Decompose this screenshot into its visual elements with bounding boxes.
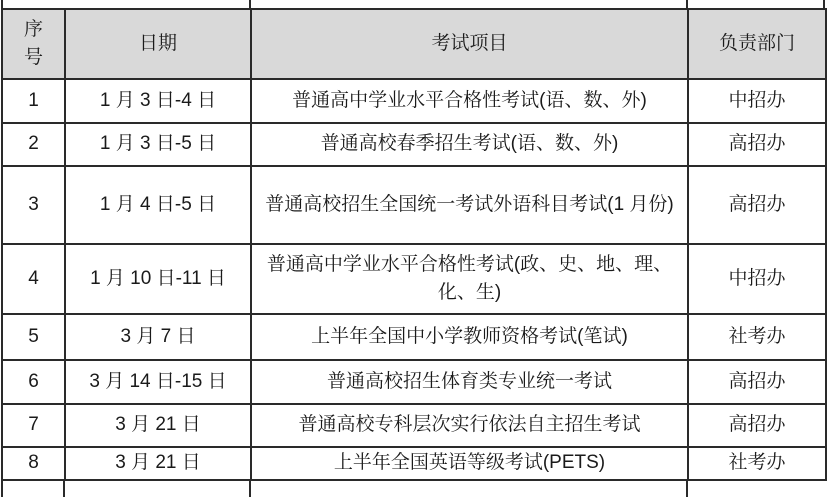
cell-exam: 普通高校专科层次实行依法自主招生考试 bbox=[251, 404, 688, 447]
cell-department: 高招办 bbox=[688, 123, 826, 166]
table-row bbox=[2, 244, 826, 314]
cell-date: 1 月 10 日-11 日 bbox=[65, 244, 251, 314]
cell-number: 1 bbox=[2, 79, 65, 123]
cell-number: 6 bbox=[2, 360, 65, 404]
cell-exam: 普通高校春季招生考试(语、数、外) bbox=[251, 123, 688, 166]
cell-date: 1 月 3 日-5 日 bbox=[65, 123, 251, 166]
table-header-row bbox=[2, 9, 826, 79]
cell-date: 3 月 21 日 bbox=[65, 404, 251, 447]
cell-exam: 普通高校招生全国统一考试外语科目考试(1 月份) bbox=[251, 166, 688, 244]
col-header-department: 负责部门 bbox=[688, 9, 826, 79]
cell-department: 高招办 bbox=[688, 166, 826, 244]
cell-number: 8 bbox=[2, 447, 65, 480]
col-header-exam: 考试项目 bbox=[251, 9, 688, 79]
cell-number: 7 bbox=[2, 404, 65, 447]
cell-number: 4 bbox=[2, 244, 65, 314]
cell-number: 5 bbox=[2, 314, 65, 360]
table-row bbox=[2, 314, 826, 360]
table-row bbox=[2, 79, 826, 123]
cell-exam: 普通高中学业水平合格性考试(语、数、外) bbox=[251, 79, 688, 123]
cell-department: 社考办 bbox=[688, 447, 826, 480]
cell-exam: 上半年全国中小学教师资格考试(笔试) bbox=[251, 314, 688, 360]
col-header-date: 日期 bbox=[65, 9, 251, 79]
col-header-number bbox=[2, 9, 65, 79]
cell-date: 3 月 7 日 bbox=[65, 314, 251, 360]
cell-date: 1 月 4 日-5 日 bbox=[65, 166, 251, 244]
cell-exam: 上半年全国英语等级考试(PETS) bbox=[251, 447, 688, 480]
cell-department: 中招办 bbox=[688, 79, 826, 123]
cell-number: 3 bbox=[2, 166, 65, 244]
cell-department: 社考办 bbox=[688, 314, 826, 360]
cell-date: 1 月 3 日-4 日 bbox=[65, 79, 251, 123]
cell-department: 高招办 bbox=[688, 360, 826, 404]
cell-date: 3 月 14 日-15 日 bbox=[65, 360, 251, 404]
table-row bbox=[2, 123, 826, 166]
table-edge-stub bbox=[1, 479, 3, 497]
table-edge-stub bbox=[686, 479, 688, 497]
table-row bbox=[2, 166, 826, 244]
cell-exam: 普通高校招生体育类专业统一考试 bbox=[251, 360, 688, 404]
table-row bbox=[2, 360, 826, 404]
table-edge-stub bbox=[63, 479, 65, 497]
table-row bbox=[2, 404, 826, 447]
cell-number: 2 bbox=[2, 123, 65, 166]
cell-exam: 普通高中学业水平合格性考试(政、史、地、理、化、生) bbox=[251, 244, 688, 314]
table-edge-stub bbox=[249, 479, 251, 497]
cell-department: 中招办 bbox=[688, 244, 826, 314]
cell-date: 3 月 21 日 bbox=[65, 447, 251, 480]
table-row bbox=[2, 447, 826, 480]
cell-department: 高招办 bbox=[688, 404, 826, 447]
col-header-number-label: 序号 bbox=[23, 19, 43, 68]
exam-schedule-table bbox=[1, 8, 827, 481]
